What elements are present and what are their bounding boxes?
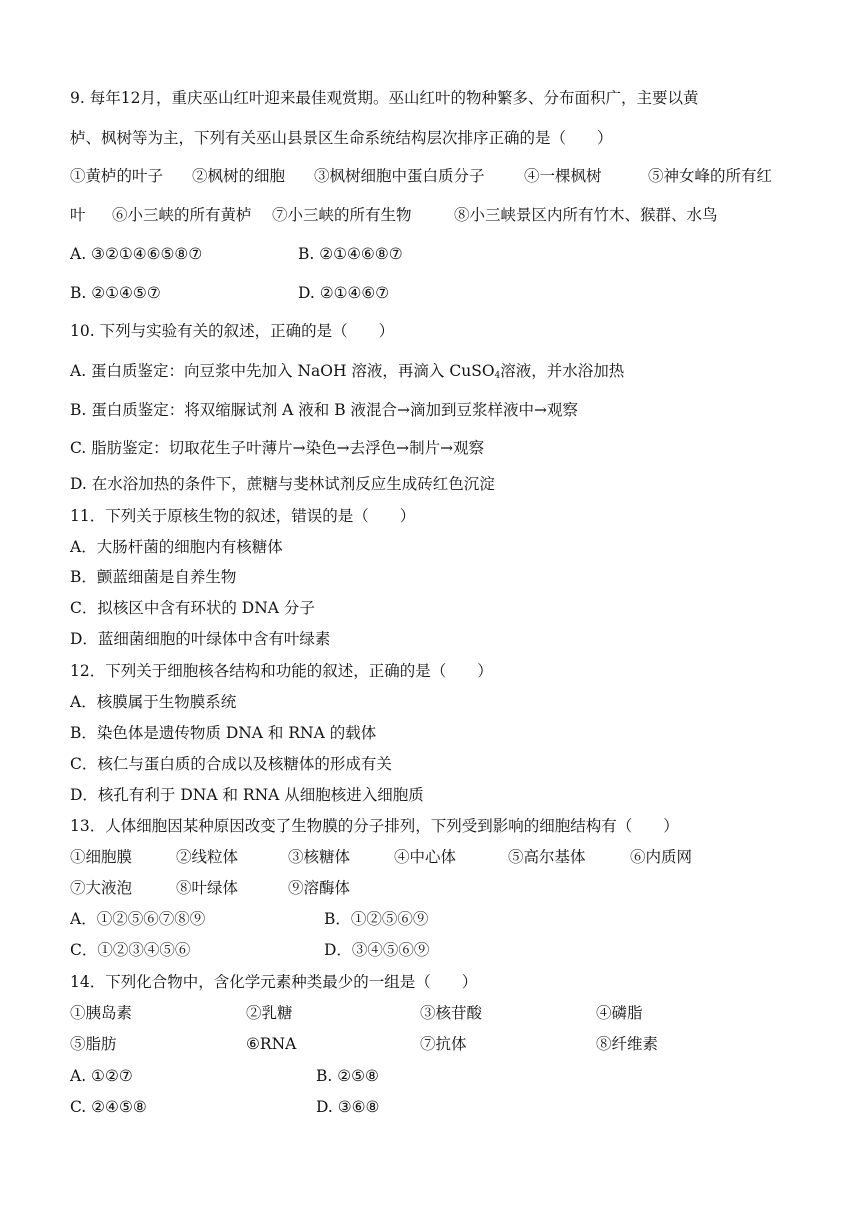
q9-item: ⑥小三峡的所有黄栌	[112, 206, 252, 224]
q13-item: ⑧叶绿体	[176, 879, 239, 897]
q10-option-c: C. 脂肪鉴定：切取花生子叶薄片→染色→去浮色→制片→观察	[70, 439, 485, 457]
q11-option-a: A．大肠杆菌的细胞内有核糖体	[70, 538, 283, 556]
q14-item: ⑧纤维素	[596, 1035, 659, 1053]
q9-item: ⑦小三峡的所有生物	[272, 206, 412, 224]
q13-item: ⑥内质网	[630, 848, 693, 866]
q13-option-d: D．③④⑤⑥⑨	[324, 941, 430, 959]
q13-item: ②线粒体	[176, 848, 239, 866]
q10-option-a	[70, 361, 624, 386]
q13-item: ①细胞膜	[70, 848, 133, 866]
q14-option-b: B. ②⑤⑧	[316, 1067, 379, 1085]
q10-option-a-tail: 溶液，并水浴加热	[500, 362, 625, 380]
q9-stem-line2: 栌、枫树等为主，下列有关巫山县景区生命系统结构层次排序正确的是（ ）	[70, 129, 613, 147]
q10-option-d: D. 在水浴加热的条件下，蔗糖与斐林试剂反应生成砖红色沉淀	[70, 475, 495, 493]
q14-option-a: A. ①②⑦	[70, 1067, 133, 1085]
q12-option-a: A．核膜属于生物膜系统	[70, 693, 237, 711]
q14-item: ③核苷酸	[420, 1004, 483, 1022]
q9-item: ⑤神女峰的所有红	[648, 167, 773, 185]
q14-item: ⑦抗体	[420, 1035, 467, 1053]
q14-option-d: D. ③⑥⑧	[316, 1098, 380, 1116]
q10-option-b: B. 蛋白质鉴定：将双缩脲试剂 A 液和 B 液混合→滴加到豆浆样液中→观察	[70, 401, 579, 419]
q14-item: ④磷脂	[596, 1004, 643, 1022]
q13-item: ③核糖体	[288, 848, 351, 866]
q14-item: ①胰岛素	[70, 1004, 133, 1022]
q11-option-b: B．颤蓝细菌是自养生物	[70, 568, 237, 586]
q13-item: ⑤高尔基体	[508, 848, 586, 866]
q14-item: ⑤脂肪	[70, 1035, 117, 1053]
q9-item: ⑧小三峡景区内所有竹木、猴群、水鸟	[454, 206, 718, 224]
q13-stem: 13．人体细胞因某种原因改变了生物膜的分子排列，下列受到影响的细胞结构有（ ）	[70, 817, 679, 835]
q9-item: ②枫树的细胞	[192, 167, 286, 185]
q14-option-c: C. ②④⑤⑧	[70, 1098, 147, 1116]
q14-item: ⑥RNA	[246, 1035, 297, 1053]
q12-stem: 12．下列关于细胞核各结构和功能的叙述，正确的是（ ）	[70, 662, 493, 680]
q11-option-d: D．蓝细菌细胞的叶绿体中含有叶绿素	[70, 630, 331, 648]
q13-option-a: A．①②⑤⑥⑦⑧⑨	[70, 910, 206, 928]
q13-item: ⑨溶酶体	[288, 879, 351, 897]
q14-stem: 14．下列化合物中，含化学元素种类最少的一组是（ ）	[70, 973, 478, 991]
q12-option-c: C．核仁与蛋白质的合成以及核糖体的形成有关	[70, 755, 392, 773]
q13-option-c: C．①②③④⑤⑥	[70, 941, 191, 959]
q13-item: ④中心体	[394, 848, 457, 866]
q13-option-b: B．①②⑤⑥⑨	[324, 910, 429, 928]
q13-item: ⑦大液泡	[70, 879, 133, 897]
q9-option-d: D. ②①④⑥⑦	[298, 284, 390, 302]
q10-subscript: 4	[494, 371, 501, 381]
q10-stem: 10. 下列与实验有关的叙述，正确的是（ ）	[70, 322, 395, 340]
q9-item: ①黄栌的叶子	[70, 167, 164, 185]
q12-option-b: B．染色体是遗传物质 DNA 和 RNA 的载体	[70, 724, 377, 742]
q11-option-c: C．拟核区中含有环状的 DNA 分子	[70, 599, 315, 617]
q9-item: ③枫树细胞中蛋白质分子	[314, 167, 485, 185]
q9-option-c: B. ②①④⑤⑦	[70, 284, 161, 302]
q10-option-a-text: A. 蛋白质鉴定：向豆浆中先加入 NaOH 溶液，再滴入 CuSO	[70, 362, 495, 380]
q9-stem-line1: 9. 每年12月，重庆巫山红叶迎来最佳观赏期。巫山红叶的物种繁多、分布面积广，主要以黄	[70, 89, 699, 107]
q14-item: ②乳糖	[246, 1004, 293, 1022]
q11-stem: 11．下列关于原核生物的叙述，错误的是（ ）	[70, 507, 416, 525]
q12-option-d: D．核孔有利于 DNA 和 RNA 从细胞核进入细胞质	[70, 786, 424, 804]
q9-option-a: A. ③②①④⑥⑤⑧⑦	[70, 245, 203, 263]
q9-item: ④一棵枫树	[524, 167, 602, 185]
q9-option-b: B. ②①④⑥⑧⑦	[298, 245, 403, 263]
q9-item: 叶	[70, 206, 86, 224]
